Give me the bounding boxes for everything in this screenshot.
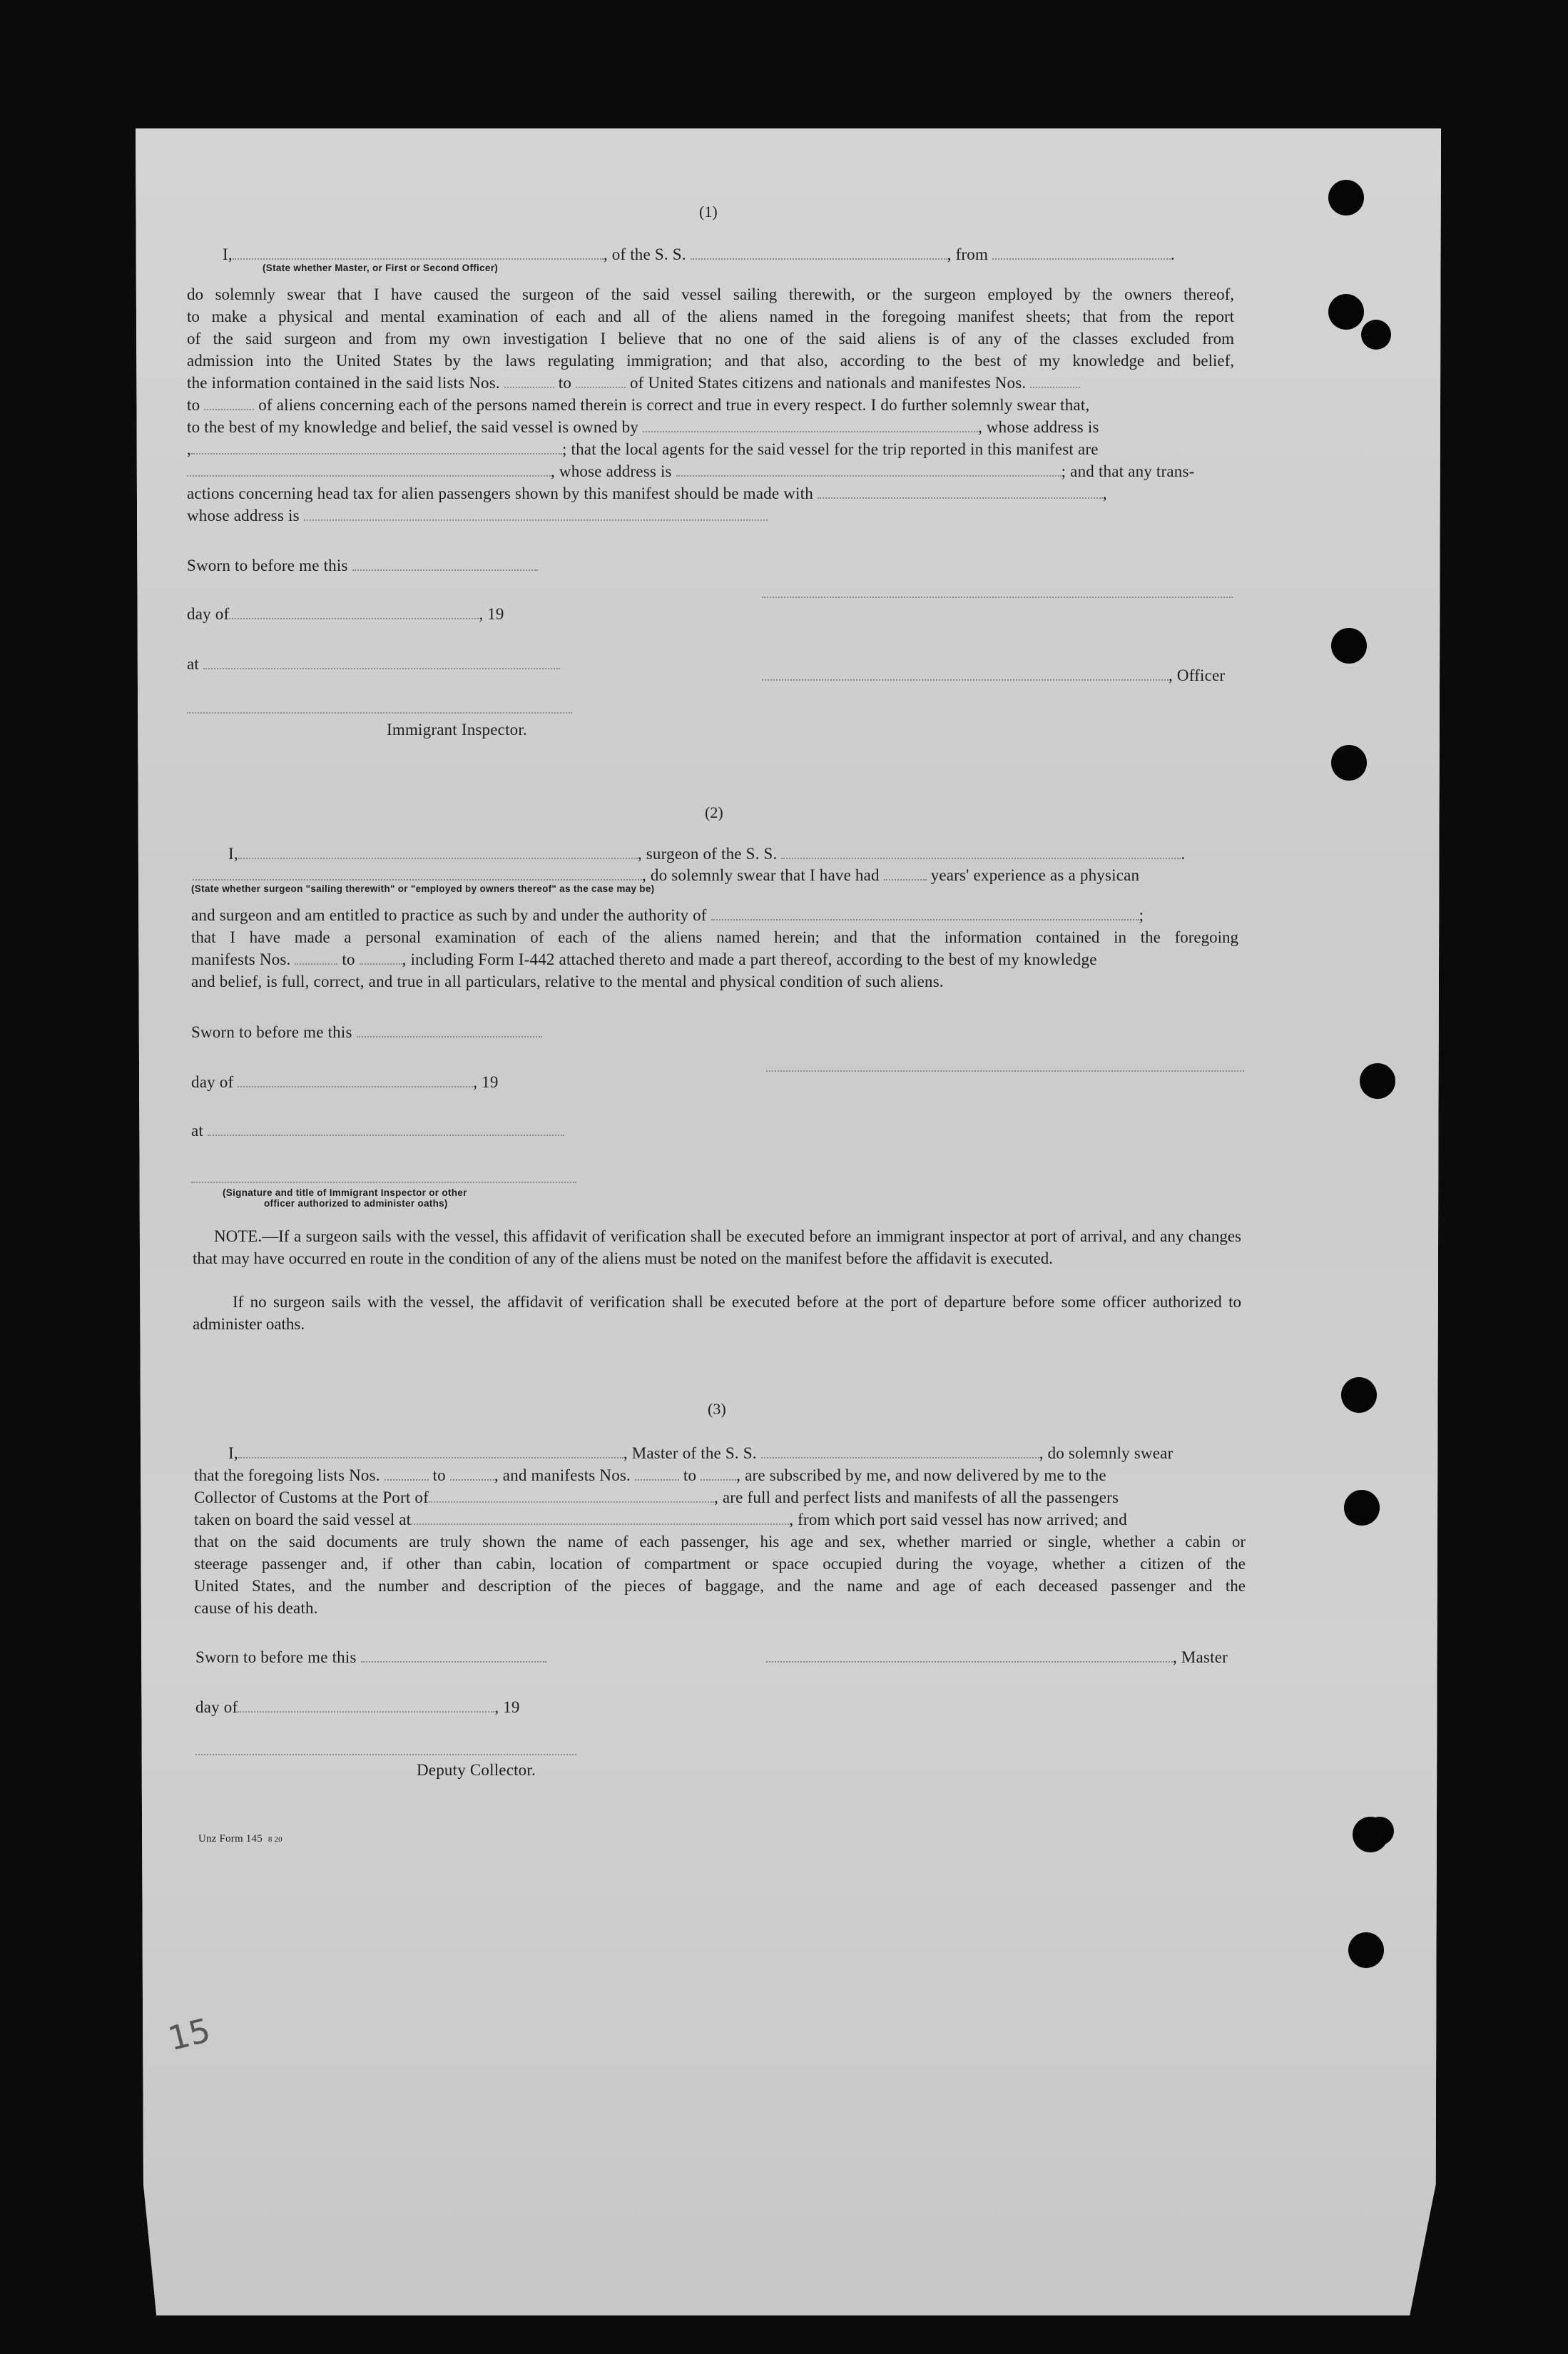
punch-hole — [1328, 294, 1364, 330]
label: to — [432, 1466, 446, 1484]
label: I, — [228, 845, 238, 863]
punch-hole — [1328, 180, 1364, 215]
master-signature-blank — [766, 1661, 1173, 1663]
from-port-blank — [992, 258, 1171, 260]
lists-to-blank — [450, 1479, 494, 1481]
label: and surgeon and am entitled to practice as such by and under the authority of — [191, 906, 707, 924]
body-line: do solemnly swear that I have caused the surgeon of the said vessel sailing therewith, or the surgeon employed by the owners thereof, — [187, 285, 1234, 303]
authority-line — [191, 905, 1144, 926]
punch-hole — [1360, 1063, 1395, 1099]
manifest-to-blank — [701, 1479, 736, 1481]
lists-from-blank — [385, 1479, 429, 1481]
at-blank — [208, 1135, 564, 1136]
ship-name-blank — [761, 1457, 1039, 1458]
at-blank — [203, 668, 560, 669]
label: ; — [1139, 906, 1144, 924]
label: , are full and perfect lists and manifests of all the passengers — [713, 1488, 1119, 1506]
manifest-to-blank — [204, 409, 254, 410]
note-paragraph: NOTE.—If a surgeon sails with the vessel, this affidavit of verification shall be executed before an immigrant inspector at port of arrival, and any changes that may have occurred en route in the condition of any of the aliens must be noted on the manifest before the affidavit is executed. — [193, 1227, 1241, 1267]
label: at — [187, 655, 199, 673]
label: 8 20 — [268, 1835, 282, 1844]
body-line: admission into the United States by the laws regulating immigration; and that also, according to the best of my knowledge and belief, — [187, 352, 1234, 370]
section-number: (1) — [699, 203, 718, 220]
label: years' experience as a physican — [930, 866, 1140, 884]
label: , — [187, 440, 191, 458]
label: I, — [228, 1444, 238, 1462]
label: of aliens concerning each of the persons named therein is correct and true in every respect. I do further solemnly swear that, — [258, 396, 1090, 414]
label: ; that the local agents for the said vessel for the trip reported in this manifest are — [561, 440, 1099, 458]
day-of-label — [195, 1697, 520, 1718]
master-signature — [766, 1647, 1228, 1668]
body-line: and belief, is full, correct, and true in all particulars, relative to the mental and physical condition of such aliens. — [191, 973, 944, 990]
label: , 19 — [494, 1698, 520, 1716]
label: to — [187, 396, 200, 414]
punch-hole — [1341, 1377, 1377, 1413]
label: day of — [187, 605, 230, 623]
body-line: steerage passenger and, if other than cabin, location of compartment or space occupied during the voyage, whether a citizen of the — [194, 1555, 1246, 1573]
head-tax-address-blank — [304, 519, 768, 521]
label: to — [342, 950, 355, 968]
deputy-line — [195, 1754, 576, 1755]
label: to the best of my knowledge and belief, the said vessel is owned by — [187, 418, 638, 436]
signature-line — [766, 1070, 1244, 1072]
label: , Master — [1173, 1648, 1228, 1666]
port-blank — [429, 1501, 714, 1503]
lists-line — [187, 372, 1080, 394]
label: . — [1181, 845, 1186, 863]
label: at — [191, 1122, 203, 1140]
day-blank — [238, 1086, 473, 1087]
form-number — [198, 1832, 282, 1846]
inspector-caption: Immigrant Inspector. — [387, 721, 527, 739]
section-number: (2) — [705, 803, 723, 821]
agent-blank — [187, 475, 551, 477]
inspector-line — [191, 1182, 576, 1183]
rank-blank — [233, 258, 604, 260]
officer-signature — [762, 665, 1225, 686]
ship-name-blank — [781, 858, 1181, 859]
body-line: United States, and the number and description of the pieces of baggage, and the name and age of each deceased passenger and the — [194, 1577, 1246, 1595]
field-caption: (State whether surgeon "sailing therewith" or "employed by owners thereof" as the case may be) — [191, 883, 655, 894]
sec3-line1 — [228, 1443, 1173, 1464]
field-caption: officer authorized to administer oaths) — [264, 1198, 448, 1209]
note-paragraph: If no surgeon sails with the vessel, the affidavit of verification shall be executed before at the port of departure before some officer authorized to administer oaths. — [193, 1293, 1241, 1333]
sec3-lists-line — [194, 1465, 1106, 1486]
owner-blank — [643, 431, 978, 432]
head-tax-blank — [818, 497, 1103, 499]
label: ; and that any trans- — [1061, 462, 1195, 480]
label: . — [1171, 245, 1175, 263]
label: Sworn to before me this — [195, 1648, 357, 1666]
label: that the foregoing lists Nos. — [194, 1466, 380, 1484]
sworn-blank — [361, 1661, 546, 1663]
body-line: cause of his death. — [194, 1599, 318, 1617]
manifests-line — [191, 949, 1097, 970]
field-caption: (Signature and title of Immigrant Inspector or other — [223, 1187, 467, 1198]
collector-line — [194, 1487, 1119, 1508]
punch-hole — [1331, 745, 1367, 781]
label: Sworn to before me this — [191, 1023, 352, 1041]
body-line: that I have made a personal examination of each of the aliens named herein; and that the information contained in the foregoing — [191, 928, 1238, 946]
sec2-line1 — [228, 843, 1185, 865]
lists-from-blank — [504, 387, 554, 388]
lists-to-blank — [576, 387, 626, 388]
sworn-label — [191, 1022, 542, 1043]
body-line: of the said surgeon and from my own investigation I believe that no one of the said aliens is of any of the classes excluded from — [187, 330, 1234, 347]
signature-line — [762, 597, 1233, 598]
deputy-caption: Deputy Collector. — [417, 1761, 536, 1779]
sworn-blank — [352, 569, 538, 571]
label: , and manifests Nos. — [494, 1466, 631, 1484]
sworn-label — [195, 1647, 546, 1668]
authority-blank — [711, 919, 1139, 920]
label: taken on board the said vessel at — [194, 1511, 412, 1528]
label: , — [1102, 485, 1107, 502]
aliens-line — [187, 395, 1089, 416]
years-blank — [884, 879, 927, 881]
manifest-from-blank — [1030, 387, 1080, 388]
label: , from — [947, 245, 989, 263]
label: , whose address is — [551, 462, 672, 480]
inspector-line — [187, 712, 572, 714]
body-line: that on the said documents are truly shown the name of each passenger, his age and sex, whether married or single, whether a cabin or — [194, 1533, 1246, 1551]
label: day of — [195, 1698, 238, 1716]
label: , are subscribed by me, and now delivered by me to the — [736, 1466, 1106, 1484]
local-agents-line — [187, 439, 1099, 460]
body-line: to make a physical and mental examination of each and all of the aliens named in the foregoing manifest sheets; that from the report — [187, 308, 1234, 325]
manifest-to-blank — [360, 963, 402, 965]
label: , 19 — [473, 1073, 499, 1091]
section-number: (3) — [708, 1400, 726, 1418]
punch-hole — [1348, 1932, 1384, 1968]
label: the information contained in the said lists Nos. — [187, 374, 500, 392]
agent-address-blank — [676, 475, 1062, 477]
officer-blank — [762, 679, 1169, 681]
day-of-label — [191, 1072, 499, 1093]
master-name-blank — [238, 1457, 623, 1458]
surgeon-status-blank — [193, 879, 642, 881]
sworn-label — [187, 555, 538, 577]
label: , including Form I-442 attached thereto and made a part thereof, according to the best of my knowledge — [402, 950, 1097, 968]
label: I, — [223, 245, 233, 263]
label: of United States citizens and nationals and manifestes Nos. — [629, 374, 1027, 392]
punch-hole — [1361, 320, 1391, 350]
label: , do solemnly swear — [1039, 1444, 1174, 1462]
sworn-blank — [357, 1036, 542, 1038]
day-blank — [238, 1711, 494, 1713]
surgeon-name-blank — [238, 858, 638, 859]
punch-hole — [1331, 628, 1367, 664]
manifest-from-blank — [295, 963, 337, 965]
at-label — [191, 1120, 564, 1142]
label: , surgeon of the S. S. — [637, 845, 778, 863]
owned-by-line — [187, 417, 1099, 438]
label: day of — [191, 1073, 234, 1091]
manifest-from-blank — [635, 1479, 679, 1481]
day-blank — [229, 618, 479, 619]
day-of-label — [187, 604, 504, 625]
label: Collector of Customs at the Port of — [194, 1488, 429, 1506]
whose-address-line — [187, 505, 768, 527]
label: , Master of the S. S. — [623, 1444, 757, 1462]
departure-port-blank — [411, 1523, 789, 1525]
punch-hole — [1344, 1490, 1380, 1526]
label: actions concerning head tax for alien passengers shown by this manifest should be made with — [187, 485, 813, 502]
at-label — [187, 654, 560, 675]
label: Unz Form 145 — [198, 1833, 263, 1845]
label: , Officer — [1169, 666, 1226, 684]
label: , of the S. S. — [603, 245, 686, 263]
label: , do solemnly swear that I have had — [642, 866, 880, 884]
owner-address-blank — [191, 453, 562, 455]
label: , 19 — [479, 605, 504, 623]
taken-on-line — [194, 1509, 1127, 1531]
label: to — [558, 374, 572, 392]
label: Sworn to before me this — [187, 557, 348, 574]
margin-handwriting: 15 — [164, 2010, 215, 2059]
label: , from which port said vessel has now arrived; and — [789, 1511, 1127, 1528]
agent-address-line — [187, 461, 1195, 482]
label: to — [683, 1466, 697, 1484]
label: manifests Nos. — [191, 950, 291, 968]
punch-hole — [1365, 1817, 1394, 1845]
head-tax-line — [187, 483, 1107, 504]
label: , whose address is — [977, 418, 1099, 436]
field-caption: (State whether Master, or First or Second Officer) — [263, 263, 499, 273]
label: whose address is — [187, 507, 300, 524]
ship-name-blank — [691, 258, 947, 260]
